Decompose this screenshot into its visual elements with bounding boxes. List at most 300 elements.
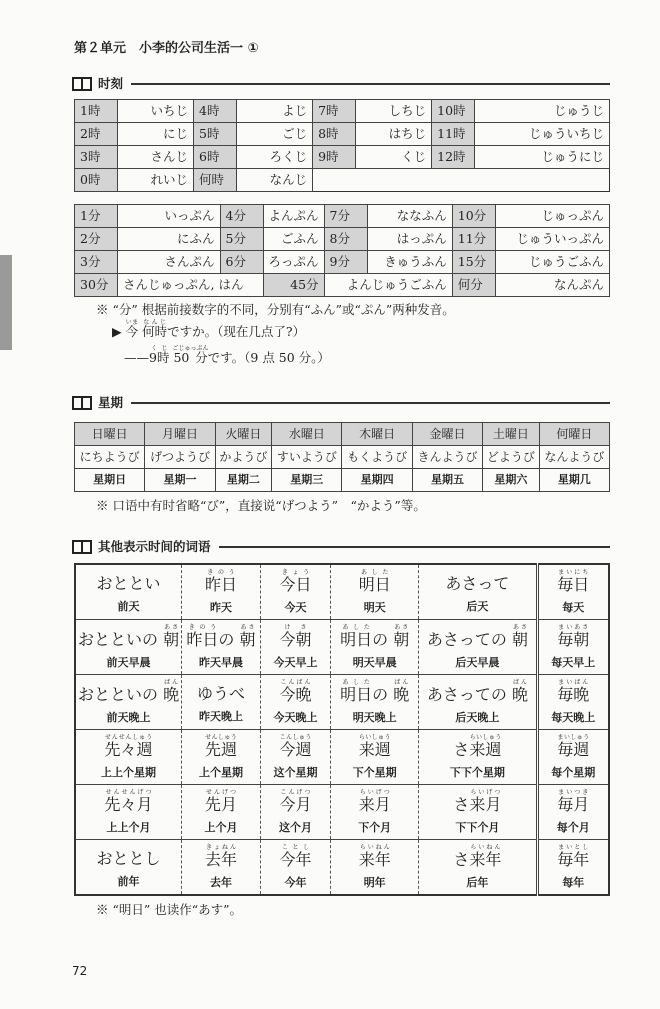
furigana: きのう bbox=[186, 623, 219, 631]
furigana: せんげつ bbox=[204, 788, 237, 796]
weekday-chinese: 星期六 bbox=[483, 469, 540, 492]
chinese-meaning: 前天 bbox=[117, 599, 140, 613]
table-row bbox=[75, 423, 610, 446]
japanese-word bbox=[263, 624, 328, 654]
japanese-word bbox=[333, 789, 416, 819]
ruby-word bbox=[142, 319, 168, 339]
kanji: 今 bbox=[125, 324, 139, 339]
chinese-meaning: 这个星期 bbox=[273, 765, 318, 779]
hour-numeral: 12時 bbox=[432, 146, 475, 169]
ruby-word bbox=[340, 678, 373, 704]
chinese-meaning: 明天早晨 bbox=[352, 655, 397, 669]
time-word-cell bbox=[537, 620, 609, 675]
time-word-cell bbox=[537, 785, 609, 840]
kanji: 毎晩 bbox=[557, 684, 590, 704]
hour-reading: ごじ bbox=[237, 123, 313, 146]
hour-numeral: 6時 bbox=[194, 146, 237, 169]
furigana: せんしゅう bbox=[204, 733, 237, 741]
japanese-word bbox=[541, 844, 606, 874]
time-word-cell bbox=[182, 785, 261, 840]
japanese-word bbox=[421, 844, 533, 874]
time-word-cell bbox=[419, 620, 537, 675]
text: あさっての bbox=[426, 684, 512, 704]
weekday-chinese: 星期几 bbox=[539, 469, 609, 492]
kanji: 来週 bbox=[358, 739, 391, 759]
section-title: 其他表示时间的词语 bbox=[98, 539, 211, 554]
kanji: 今月 bbox=[279, 794, 312, 814]
example-answer bbox=[124, 345, 660, 371]
japanese-word bbox=[333, 569, 416, 599]
hour-numeral: 8時 bbox=[313, 123, 356, 146]
table-row bbox=[75, 620, 609, 675]
hour-reading: よじ bbox=[237, 100, 313, 123]
ruby-word bbox=[511, 623, 528, 649]
weekday-chinese: 星期四 bbox=[342, 469, 412, 492]
table-row bbox=[75, 840, 609, 896]
furigana: ばん bbox=[393, 678, 410, 686]
time-word-cell bbox=[331, 730, 419, 785]
furigana: らいげつ bbox=[358, 788, 391, 796]
furigana: こんばん bbox=[279, 678, 312, 686]
japanese-word bbox=[421, 570, 533, 598]
hour-numeral: 5時 bbox=[194, 123, 237, 146]
hour-numeral: 11時 bbox=[432, 123, 475, 146]
furigana: あさ bbox=[393, 623, 410, 631]
hour-numeral: 3時 bbox=[75, 146, 118, 169]
ruby-word bbox=[358, 733, 391, 759]
hour-reading: はちじ bbox=[356, 123, 432, 146]
chinese-meaning: 今天早上 bbox=[273, 655, 318, 669]
minute-numeral: 8分 bbox=[324, 228, 367, 251]
weekday-reading: すいようび bbox=[272, 446, 342, 469]
kanji: 今週 bbox=[279, 739, 312, 759]
ruby-word bbox=[172, 345, 209, 365]
empty-cell bbox=[432, 169, 475, 192]
weekday-kanji: 月曜日 bbox=[145, 423, 215, 446]
weekday-kanji: 木曜日 bbox=[342, 423, 412, 446]
hour-numeral: 0時 bbox=[75, 169, 118, 192]
chinese-meaning: 后天早晨 bbox=[455, 655, 500, 669]
kanji: 晩 bbox=[163, 684, 180, 704]
ruby-word bbox=[239, 623, 256, 649]
chinese-meaning: 后天 bbox=[466, 599, 489, 613]
empty-cell bbox=[475, 169, 610, 192]
chinese-meaning: 去年 bbox=[209, 875, 232, 889]
minute-numeral: 7分 bbox=[324, 205, 367, 228]
minute-reading: じゅういっぷん bbox=[495, 228, 609, 251]
kanji: 毎朝 bbox=[557, 629, 590, 649]
ruby-word bbox=[469, 843, 502, 869]
hour-reading: れいじ bbox=[118, 169, 194, 192]
kanji: 来週 bbox=[469, 739, 502, 759]
minute-numeral: 何分 bbox=[452, 274, 495, 297]
kanji: 朝 bbox=[163, 629, 180, 649]
book-icon bbox=[72, 540, 92, 554]
ruby-word bbox=[279, 623, 312, 649]
answer-text bbox=[124, 345, 330, 365]
example-question bbox=[112, 319, 660, 345]
minute-reading: さんじゅっぷん, はん bbox=[118, 274, 264, 297]
furigana: あした bbox=[340, 678, 373, 686]
vocab-note: ※ “明日” 也读作“あす”。 bbox=[96, 902, 243, 917]
text: おとといの bbox=[78, 684, 164, 704]
japanese-word bbox=[263, 844, 328, 874]
ruby-word bbox=[163, 678, 180, 704]
furigana: あした bbox=[358, 568, 391, 576]
furigana: らいしゅう bbox=[469, 733, 502, 741]
ruby-word bbox=[163, 623, 180, 649]
table-row bbox=[75, 564, 609, 620]
minute-reading: にふん bbox=[118, 228, 221, 251]
ruby-word bbox=[358, 568, 391, 594]
weekday-chinese: 星期日 bbox=[75, 469, 145, 492]
table-row bbox=[75, 446, 610, 469]
chinese-meaning: 下个星期 bbox=[352, 765, 397, 779]
furigana: きのう bbox=[204, 568, 237, 576]
hours-table bbox=[74, 99, 610, 192]
ruby-word bbox=[204, 733, 237, 759]
text: ですか。（现在几点了?） bbox=[167, 324, 306, 339]
kanji: 何時 bbox=[142, 324, 168, 339]
minute-reading: なんぷん bbox=[495, 274, 609, 297]
text: おととし bbox=[96, 848, 161, 868]
hour-numeral: 2時 bbox=[75, 123, 118, 146]
time-word-cell bbox=[331, 564, 419, 620]
chinese-meaning: 每天早上 bbox=[551, 655, 596, 669]
time-word-cell bbox=[75, 730, 182, 785]
table-row bbox=[75, 205, 610, 228]
chinese-meaning: 明天 bbox=[363, 600, 386, 614]
week-note: ※ 口语中有时省略“び”，直接说“げつよう” “かよう”等。 bbox=[96, 498, 426, 513]
chinese-meaning: 后天晚上 bbox=[455, 710, 500, 724]
chinese-meaning: 明年 bbox=[363, 875, 386, 889]
ruby-word bbox=[204, 568, 237, 594]
weekday-table bbox=[74, 422, 610, 492]
divider bbox=[131, 402, 610, 404]
time-word-cell bbox=[75, 840, 182, 896]
section-header-other bbox=[72, 537, 610, 557]
ruby-word bbox=[186, 623, 219, 649]
kanji: 50 分 bbox=[172, 350, 209, 365]
ruby-word bbox=[393, 678, 410, 704]
text: さ bbox=[453, 794, 470, 814]
furigana: あさ bbox=[239, 623, 256, 631]
time-word-cell bbox=[260, 620, 330, 675]
time-word-cell bbox=[182, 675, 261, 730]
kanji: 来年 bbox=[358, 849, 391, 869]
japanese-word bbox=[184, 624, 258, 654]
japanese-word bbox=[78, 789, 179, 819]
table-row bbox=[75, 146, 610, 169]
ruby-word bbox=[279, 788, 312, 814]
chinese-meaning: 每个星期 bbox=[551, 765, 596, 779]
chinese-meaning: 上上个星期 bbox=[101, 765, 157, 779]
furigana: なんじ bbox=[142, 319, 168, 326]
section-title: 时刻 bbox=[98, 76, 124, 91]
chinese-meaning: 昨天早晨 bbox=[198, 655, 243, 669]
kanji: 朝 bbox=[239, 629, 256, 649]
minute-reading: じゅっぷん bbox=[495, 205, 609, 228]
weekday-kanji: 日曜日 bbox=[75, 423, 145, 446]
time-word-cell bbox=[537, 840, 609, 896]
minute-reading: よんじゅうごふん bbox=[324, 274, 452, 297]
furigana: らいしゅう bbox=[358, 733, 391, 741]
furigana: せんせんげつ bbox=[104, 788, 153, 796]
ruby-word bbox=[511, 678, 528, 704]
minute-numeral: 6分 bbox=[220, 251, 263, 274]
japanese-word bbox=[541, 569, 606, 599]
chinese-meaning: 每年 bbox=[562, 875, 585, 889]
japanese-word bbox=[184, 680, 258, 708]
kanji: 明日 bbox=[340, 684, 373, 704]
hour-numeral: 1時 bbox=[75, 100, 118, 123]
chinese-meaning: 每天晚上 bbox=[551, 710, 596, 724]
furigana: まいしゅう bbox=[557, 733, 590, 741]
kanji: 毎日 bbox=[557, 574, 590, 594]
ruby-word bbox=[358, 843, 391, 869]
section-header-time bbox=[72, 74, 610, 94]
time-word-cell bbox=[537, 675, 609, 730]
furigana: ことし bbox=[279, 843, 312, 851]
time-word-cell bbox=[419, 785, 537, 840]
chinese-meaning: 上上个月 bbox=[106, 820, 151, 834]
weekday-kanji: 金曜日 bbox=[412, 423, 482, 446]
kanji: 晩 bbox=[393, 684, 410, 704]
time-word-cell bbox=[260, 785, 330, 840]
furigana: ばん bbox=[163, 678, 180, 686]
hour-reading: くじ bbox=[356, 146, 432, 169]
kanji: 毎週 bbox=[557, 739, 590, 759]
kanji: 今日 bbox=[279, 574, 312, 594]
table-row bbox=[75, 469, 610, 492]
kanji: 今年 bbox=[279, 849, 312, 869]
ruby-word bbox=[557, 568, 590, 594]
chinese-meaning: 下下个星期 bbox=[449, 765, 505, 779]
weekday-chinese: 星期三 bbox=[272, 469, 342, 492]
divider bbox=[131, 83, 610, 85]
time-word-cell bbox=[331, 675, 419, 730]
weekday-reading: にちようび bbox=[75, 446, 145, 469]
kanji: 今朝 bbox=[279, 629, 312, 649]
chinese-meaning: 这个月 bbox=[278, 820, 312, 834]
ruby-word bbox=[104, 733, 153, 759]
table-row bbox=[75, 251, 610, 274]
japanese-word bbox=[184, 844, 258, 874]
text: の bbox=[372, 684, 394, 704]
minute-reading: ななふん bbox=[367, 205, 452, 228]
minute-reading: きゅうふん bbox=[367, 251, 452, 274]
page-edge-tab bbox=[0, 255, 12, 350]
question-text bbox=[125, 319, 306, 339]
minute-numeral: 9分 bbox=[324, 251, 367, 274]
divider bbox=[219, 546, 610, 548]
minute-numeral: 45分 bbox=[263, 274, 324, 297]
time-word-cell bbox=[419, 564, 537, 620]
chinese-meaning: 每个月 bbox=[556, 820, 590, 834]
time-word-cell bbox=[331, 620, 419, 675]
empty-cell bbox=[313, 169, 356, 192]
kanji: 先々月 bbox=[104, 794, 153, 814]
page-number: 72 bbox=[72, 964, 88, 978]
furigana: まいにち bbox=[557, 568, 590, 576]
weekday-kanji: 火曜日 bbox=[215, 423, 272, 446]
chinese-meaning: 前天早晨 bbox=[106, 655, 151, 669]
kanji: 来月 bbox=[469, 794, 502, 814]
kanji: 朝 bbox=[393, 629, 410, 649]
hour-numeral: 4時 bbox=[194, 100, 237, 123]
japanese-word bbox=[184, 789, 258, 819]
hour-reading: しちじ bbox=[356, 100, 432, 123]
furigana: まいあさ bbox=[557, 623, 590, 631]
furigana: こんげつ bbox=[279, 788, 312, 796]
kanji: 毎年 bbox=[557, 849, 590, 869]
ruby-word bbox=[393, 623, 410, 649]
time-word-cell bbox=[419, 840, 537, 896]
text: —— bbox=[124, 350, 149, 365]
book-icon bbox=[72, 396, 92, 410]
kanji: 昨日 bbox=[204, 574, 237, 594]
kanji: 明日 bbox=[340, 629, 373, 649]
furigana: らいねん bbox=[358, 843, 391, 851]
minute-reading: はっぷん bbox=[367, 228, 452, 251]
book-icon bbox=[72, 77, 92, 91]
text: さ bbox=[453, 739, 470, 759]
ruby-word bbox=[557, 623, 590, 649]
chinese-meaning: 下下个月 bbox=[455, 820, 500, 834]
minute-numeral: 4分 bbox=[220, 205, 263, 228]
hour-reading: いちじ bbox=[118, 100, 194, 123]
unit-title: 第２单元 小李的公司生活一 ① bbox=[74, 41, 259, 56]
hour-reading: じゅういちじ bbox=[475, 123, 610, 146]
time-word-cell bbox=[182, 620, 261, 675]
time-word-cell bbox=[182, 564, 261, 620]
time-words-table bbox=[74, 563, 610, 896]
japanese-word bbox=[78, 570, 179, 598]
kanji: 毎月 bbox=[557, 794, 590, 814]
kanji: 先々週 bbox=[104, 739, 153, 759]
japanese-word bbox=[421, 679, 533, 709]
time-word-cell bbox=[537, 564, 609, 620]
kanji: 9時 bbox=[149, 350, 170, 365]
section-header-week bbox=[72, 393, 610, 413]
japanese-word bbox=[78, 845, 179, 873]
furigana: いま bbox=[125, 319, 139, 326]
furigana: まいとし bbox=[557, 843, 590, 851]
japanese-word bbox=[78, 624, 179, 654]
ruby-word bbox=[125, 319, 139, 339]
hour-reading: じゅうにじ bbox=[475, 146, 610, 169]
time-word-cell bbox=[75, 785, 182, 840]
chinese-meaning: 今年 bbox=[284, 875, 307, 889]
minute-numeral: 11分 bbox=[452, 228, 495, 251]
ruby-word bbox=[358, 788, 391, 814]
weekday-kanji: 水曜日 bbox=[272, 423, 342, 446]
ruby-word bbox=[279, 678, 312, 704]
weekday-reading: げつようび bbox=[145, 446, 215, 469]
minute-numeral: 2分 bbox=[75, 228, 118, 251]
ruby-word bbox=[279, 733, 312, 759]
ruby-word bbox=[557, 843, 590, 869]
hour-numeral: 何時 bbox=[194, 169, 237, 192]
table-row bbox=[75, 730, 609, 785]
japanese-word bbox=[541, 679, 606, 709]
text: おととい bbox=[96, 573, 161, 593]
minute-numeral: 5分 bbox=[220, 228, 263, 251]
chinese-meaning: 后年 bbox=[466, 875, 489, 889]
japanese-word bbox=[78, 734, 179, 764]
table-row bbox=[75, 228, 610, 251]
chinese-meaning: 每天 bbox=[562, 600, 585, 614]
ruby-word bbox=[557, 733, 590, 759]
minute-reading: さんぷん bbox=[118, 251, 221, 274]
furigana: ばん bbox=[511, 678, 528, 686]
chinese-meaning: 昨天 bbox=[209, 600, 232, 614]
kanji: 先週 bbox=[204, 739, 237, 759]
weekday-reading: きんようび bbox=[412, 446, 482, 469]
ruby-word bbox=[279, 843, 312, 869]
furigana: まいつき bbox=[557, 788, 590, 796]
furigana: きょう bbox=[279, 568, 312, 576]
chinese-meaning: 昨天晚上 bbox=[198, 709, 243, 723]
japanese-word bbox=[263, 679, 328, 709]
ruby-word bbox=[104, 788, 153, 814]
time-word-cell bbox=[537, 730, 609, 785]
minute-note: ※ “分” 根据前接数字的不同，分别有“ふん”或“ぷん”两种发音。 bbox=[96, 302, 455, 317]
text: の bbox=[372, 629, 394, 649]
kanji: 来年 bbox=[469, 849, 502, 869]
japanese-word bbox=[184, 569, 258, 599]
japanese-word bbox=[333, 679, 416, 709]
hour-reading: じゅうじ bbox=[475, 100, 610, 123]
weekday-chinese: 星期一 bbox=[145, 469, 215, 492]
ruby-word bbox=[279, 568, 312, 594]
hour-reading: ろくじ bbox=[237, 146, 313, 169]
hour-numeral: 9時 bbox=[313, 146, 356, 169]
text: です。（9 点 50 分。） bbox=[207, 350, 330, 365]
hour-reading: さんじ bbox=[118, 146, 194, 169]
ruby-word bbox=[340, 623, 373, 649]
time-word-cell bbox=[260, 564, 330, 620]
time-word-cell bbox=[419, 675, 537, 730]
japanese-word bbox=[184, 734, 258, 764]
hour-numeral: 7時 bbox=[313, 100, 356, 123]
text: の bbox=[218, 629, 240, 649]
chinese-meaning: 上个星期 bbox=[198, 765, 243, 779]
time-word-cell bbox=[331, 785, 419, 840]
weekday-reading: かようび bbox=[215, 446, 272, 469]
japanese-word bbox=[333, 734, 416, 764]
time-word-cell bbox=[260, 730, 330, 785]
weekday-kanji: 何曜日 bbox=[539, 423, 609, 446]
minute-reading: いっぷん bbox=[118, 205, 221, 228]
text: あさっての bbox=[426, 629, 512, 649]
ruby-word bbox=[149, 345, 170, 365]
minutes-table bbox=[74, 204, 610, 297]
chinese-meaning: 明天晚上 bbox=[352, 710, 397, 724]
minute-reading: よんぷん bbox=[263, 205, 324, 228]
chinese-meaning: 前年 bbox=[117, 874, 140, 888]
furigana: あした bbox=[340, 623, 373, 631]
furigana: せんせんしゅう bbox=[104, 733, 153, 741]
table-row bbox=[75, 785, 609, 840]
japanese-word bbox=[263, 569, 328, 599]
kanji: 今晩 bbox=[279, 684, 312, 704]
kanji: 明日 bbox=[358, 574, 391, 594]
japanese-word bbox=[421, 624, 533, 654]
table-row bbox=[75, 675, 609, 730]
furigana: あさ bbox=[511, 623, 528, 631]
furigana: けさ bbox=[279, 623, 312, 631]
